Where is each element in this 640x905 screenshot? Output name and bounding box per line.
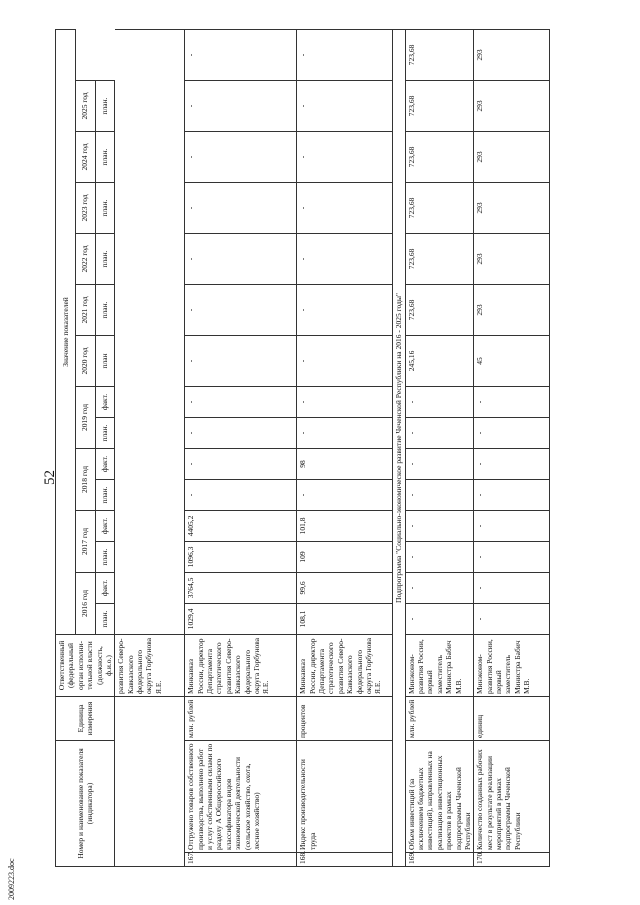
- value-cell: 45: [474, 335, 550, 386]
- responsible: Минкавказ России, директор Департамента стратегического развития Северо-Кавказского федерального округа Горбунова Я.Е.: [297, 634, 393, 696]
- row-number: 167.: [185, 853, 297, 867]
- value-cell: -: [405, 386, 474, 417]
- table-row: [405, 29, 474, 866]
- name-col-header: Номер и наименование показателя (индикатора): [56, 740, 115, 866]
- value-cell: 245,16: [405, 335, 474, 386]
- value-cell: -: [185, 131, 297, 182]
- value-cell: 4405,2: [185, 510, 297, 541]
- value-cell: 293: [474, 182, 550, 233]
- unit: млн. рублей: [405, 696, 474, 740]
- subprogram-title: Подпрограмма "Социально-экономическое развитие Чеченской Республики на 2016 - 2025 годы": [393, 29, 405, 866]
- indicator-name: Отгружено товаров собственного производства, выполнено работ и услуг собственными силами по разделу А Общероссийского классификатора видов экономической деятельности (сельское хозяйство, охота, лесное хозяйство): [185, 740, 297, 852]
- value-cell: 293: [474, 233, 550, 284]
- resp-col-header: Ответственный (федеральный орган исполни-тельной власти (должность, ф.и.о.): [56, 634, 115, 696]
- value-cell: 109: [297, 541, 393, 572]
- value-cell: 101,8: [297, 510, 393, 541]
- year-header: 2020 год: [75, 335, 95, 386]
- value-cell: -: [405, 541, 474, 572]
- value-cell: 723,68: [405, 131, 474, 182]
- value-cell: -: [297, 131, 393, 182]
- fact-header: факт.: [95, 510, 115, 541]
- values-group-header: Значение показателей: [56, 29, 76, 634]
- responsible: Минэконом-развития России, первый заместитель Министра Бабич М.В.: [405, 634, 474, 696]
- value-cell: 1096,3: [185, 541, 297, 572]
- plan-header: план.: [95, 417, 115, 448]
- value-cell: -: [185, 284, 297, 335]
- value-cell: 723,68: [405, 29, 474, 80]
- page-number: 52: [42, 470, 58, 485]
- unit: процентов: [297, 696, 393, 740]
- table-row: [474, 29, 550, 866]
- unit: единиц: [474, 696, 550, 740]
- value-cell: -: [185, 233, 297, 284]
- responsible: Минэконом-развития России, первый заместитель Министра Бабич М.В.: [474, 634, 550, 696]
- unit-col-header: Единица измерения: [56, 696, 115, 740]
- row-number: 170.: [474, 853, 550, 867]
- value-cell: -: [405, 479, 474, 510]
- fact-header: факт.: [95, 448, 115, 479]
- value-cell: -: [405, 448, 474, 479]
- value-cell: 723,68: [405, 284, 474, 335]
- indicator-name: Индекс производительности труда: [297, 740, 393, 852]
- value-cell: -: [297, 417, 393, 448]
- value-cell: -: [297, 284, 393, 335]
- value-cell: -: [185, 386, 297, 417]
- row-number: 168.: [297, 853, 393, 867]
- footer-filename: 2009223.doc: [7, 858, 16, 900]
- value-cell: 293: [474, 131, 550, 182]
- value-cell: -: [474, 386, 550, 417]
- table-row: [185, 29, 297, 866]
- plan-header: план: [95, 335, 115, 386]
- year-header: 2021 год: [75, 284, 95, 335]
- subprogram-row: [393, 29, 405, 866]
- value-cell: -: [185, 448, 297, 479]
- fact-header: факт.: [95, 572, 115, 603]
- value-cell: -: [297, 182, 393, 233]
- indicator-name: Объем инвестиций (за исключением бюджетных инвестиций), направленных на реализацию инвестиционных проектов в рамках подпрограммы Чеченской Республики: [405, 740, 474, 852]
- value-cell: -: [474, 417, 550, 448]
- value-cell: -: [474, 510, 550, 541]
- fact-header: факт.: [95, 386, 115, 417]
- plan-header: план.: [95, 603, 115, 634]
- value-cell: 108,1: [297, 603, 393, 634]
- value-cell: 293: [474, 80, 550, 131]
- value-cell: -: [405, 572, 474, 603]
- year-header: 2018 год: [75, 448, 95, 510]
- table-row: [297, 29, 393, 866]
- value-cell: -: [405, 603, 474, 634]
- value-cell: -: [474, 541, 550, 572]
- value-cell: -: [297, 479, 393, 510]
- value-cell: 3764,5: [185, 572, 297, 603]
- header-row-1: [56, 29, 76, 866]
- row-number: 169.: [405, 853, 474, 867]
- value-cell: -: [185, 80, 297, 131]
- value-cell: 723,68: [405, 80, 474, 131]
- year-header: 2023 год: [75, 182, 95, 233]
- value-cell: -: [297, 233, 393, 284]
- value-cell: 293: [474, 29, 550, 80]
- value-cell: 723,68: [405, 182, 474, 233]
- value-cell: 723,68: [405, 233, 474, 284]
- value-cell: -: [185, 335, 297, 386]
- year-header: 2022 год: [75, 233, 95, 284]
- value-cell: -: [185, 479, 297, 510]
- value-cell: -: [297, 335, 393, 386]
- value-cell: -: [405, 417, 474, 448]
- continuation-responsible: развития Северо-Кавказского федерального округа Горбунова Я.Е.: [115, 634, 185, 696]
- year-header: 2019 год: [75, 386, 95, 448]
- year-header: 2017 год: [75, 510, 95, 572]
- unit: млн. рублей: [185, 696, 297, 740]
- value-cell: -: [474, 479, 550, 510]
- continuation-row: [115, 29, 185, 866]
- value-cell: -: [185, 29, 297, 80]
- value-cell: -: [297, 29, 393, 80]
- year-header: 2016 год: [75, 572, 95, 634]
- value-cell: -: [297, 386, 393, 417]
- plan-header: план.: [95, 233, 115, 284]
- responsible: Минкавказ России, директор Департамента стратегического развития Северо-Кавказского федерального округа Горбунова Я.Е.: [185, 634, 297, 696]
- plan-header: план.: [95, 80, 115, 131]
- value-cell: -: [405, 510, 474, 541]
- value-cell: -: [185, 417, 297, 448]
- value-cell: 98: [297, 448, 393, 479]
- value-cell: -: [297, 80, 393, 131]
- value-cell: 1029,4: [185, 603, 297, 634]
- year-header: 2025 год: [75, 80, 95, 131]
- plan-header: план.: [95, 284, 115, 335]
- value-cell: 293: [474, 284, 550, 335]
- plan-header: план.: [95, 182, 115, 233]
- indicators-table: [55, 29, 550, 867]
- plan-header: план.: [95, 131, 115, 182]
- value-cell: 99,6: [297, 572, 393, 603]
- year-header: 2024 год: [75, 131, 95, 182]
- value-cell: -: [474, 603, 550, 634]
- value-cell: -: [474, 572, 550, 603]
- plan-header: план.: [95, 479, 115, 510]
- plan-header: план.: [95, 541, 115, 572]
- value-cell: -: [185, 182, 297, 233]
- value-cell: -: [474, 448, 550, 479]
- indicator-name: Количество созданных рабочих мест в результате реализации мероприятий в рамках подпрограммы Чеченской Республики: [474, 740, 550, 852]
